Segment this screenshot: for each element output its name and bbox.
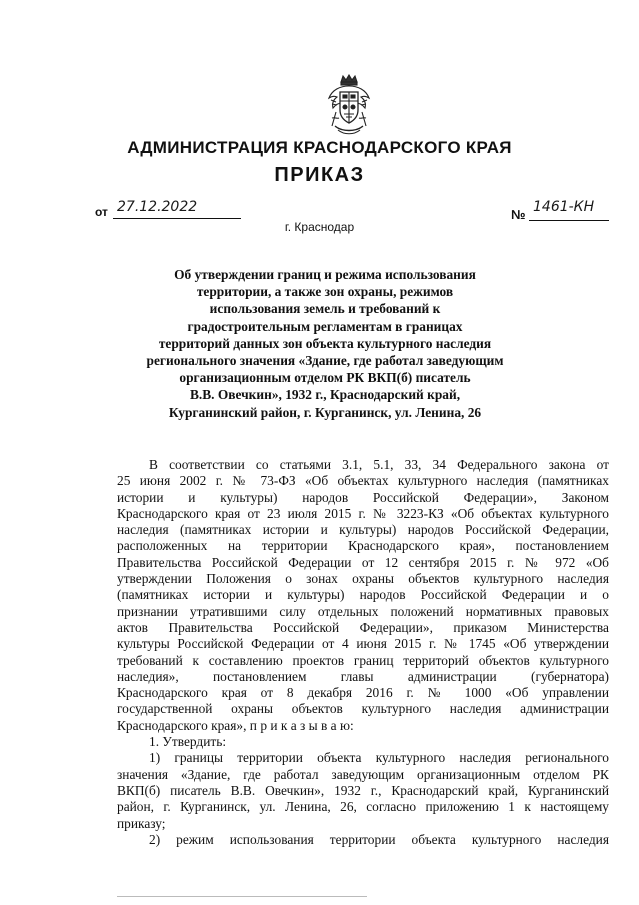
body-line: 1. Утвердить:	[149, 734, 227, 750]
heading-line: организационным отделом РК ВКП(б) писатель	[179, 370, 471, 386]
body-line: приказу;	[117, 815, 166, 831]
body-line: расположенных на территории Краснодарского края», постановлением	[117, 538, 609, 554]
body-line: (памятниках истории и культуры) народов Российской Федерации и о	[117, 587, 609, 603]
organization-title: АДМИНИСТРАЦИЯ КРАСНОДАРСКОГО КРАЯ	[127, 138, 512, 157]
heading-line: территории, а также зон охраны, режимов	[196, 284, 454, 300]
body-line: 2) режим использования территории объекта культурного наследия	[149, 831, 609, 847]
body-line: 1) границы территории объекта культурного наследия регионального	[149, 750, 609, 766]
date-underline	[113, 218, 241, 219]
heading-line: территорий данных зон объекта культурного наследия	[158, 335, 492, 351]
handwritten-number: 1461-КН	[533, 199, 595, 215]
body-line: истории и культуры) народов Российской Федерации», Законом	[117, 489, 609, 505]
document-heading	[100, 266, 550, 421]
body-line: ВКП(б) писатель В.В. Овечкин», 1932 г., Краснодарский край, Курганинский	[117, 782, 609, 798]
body-line: 25 июня 2002 г. № 73-ФЗ «Об объектах культурного наследия (памятниках	[117, 473, 609, 489]
city-label: г. Краснодар	[284, 220, 355, 234]
handwritten-date: 27.12.2022	[117, 199, 198, 215]
body-line: Краснодарского края от 23 июля 2015 г. № 3223-КЗ «Об объектах культурного	[117, 505, 609, 521]
number-field	[511, 201, 611, 225]
body-line: В соответствии со статьями 3.1, 5.1, 33, 34 Федерального закона от	[149, 457, 609, 472]
body-line: признании утратившими силу отдельных положений нормативных правовых	[117, 603, 609, 619]
body-line: Краснодарского края», п р и к а з ы в а ю:	[117, 717, 354, 733]
body-line: район, г. Курганинск, ул. Ленина, 26, согласно приложению 1 к настоящему	[117, 799, 609, 815]
page-bottom-rule	[117, 896, 367, 897]
body-line: наследия», постановлением главы администрации (губернатора)	[117, 668, 609, 684]
document-body	[117, 457, 609, 848]
number-prefix: №	[511, 207, 526, 222]
heading-line: градостроительным регламентам в границах	[187, 318, 463, 334]
heading-line: Курганинский район, г. Курганинск, ул. Ленина, 26	[168, 404, 482, 420]
date-prefix: от	[95, 205, 108, 219]
document-type: ПРИКАЗ	[274, 164, 365, 186]
body-line: требований к составлению проектов границ территорий объектов культурного	[117, 652, 609, 668]
heading-line: использования земель и требований к	[209, 301, 441, 317]
body-line: актов Правительства Российской Федерации», приказом Министерства	[117, 619, 609, 635]
body-line: культуры Российской Федерации от 4 июня 2015 г. № 1745 «Об утверждении	[117, 636, 609, 652]
body-line: наследия (памятниках истории и культуры) народов Российской Федерации,	[117, 522, 609, 538]
body-line: утверждении Положения о зонах охраны объектов культурного наследия	[117, 571, 609, 587]
heading-line: регионального значения «Здание, где работал заведующим	[146, 353, 504, 369]
body-line: государственной охраны объектов культурного наследия администрации	[117, 701, 609, 717]
heading-line: Об утверждении границ и режима использования	[174, 267, 476, 282]
heading-line: В.В. Овечкин», 1932 г., Краснодарский край,	[189, 387, 461, 403]
body-line: Правительства Российской Федерации от 12 сентября 2015 г. № 972 «Об	[117, 554, 609, 570]
body-line: Краснодарского края от 8 декабря 2016 г. № 1000 «Об управлении	[117, 685, 609, 701]
body-line: значения «Здание, где работал заведующим организационным отделом РК	[117, 766, 609, 782]
number-underline	[529, 220, 609, 221]
coat-of-arms-emblem	[326, 74, 372, 138]
